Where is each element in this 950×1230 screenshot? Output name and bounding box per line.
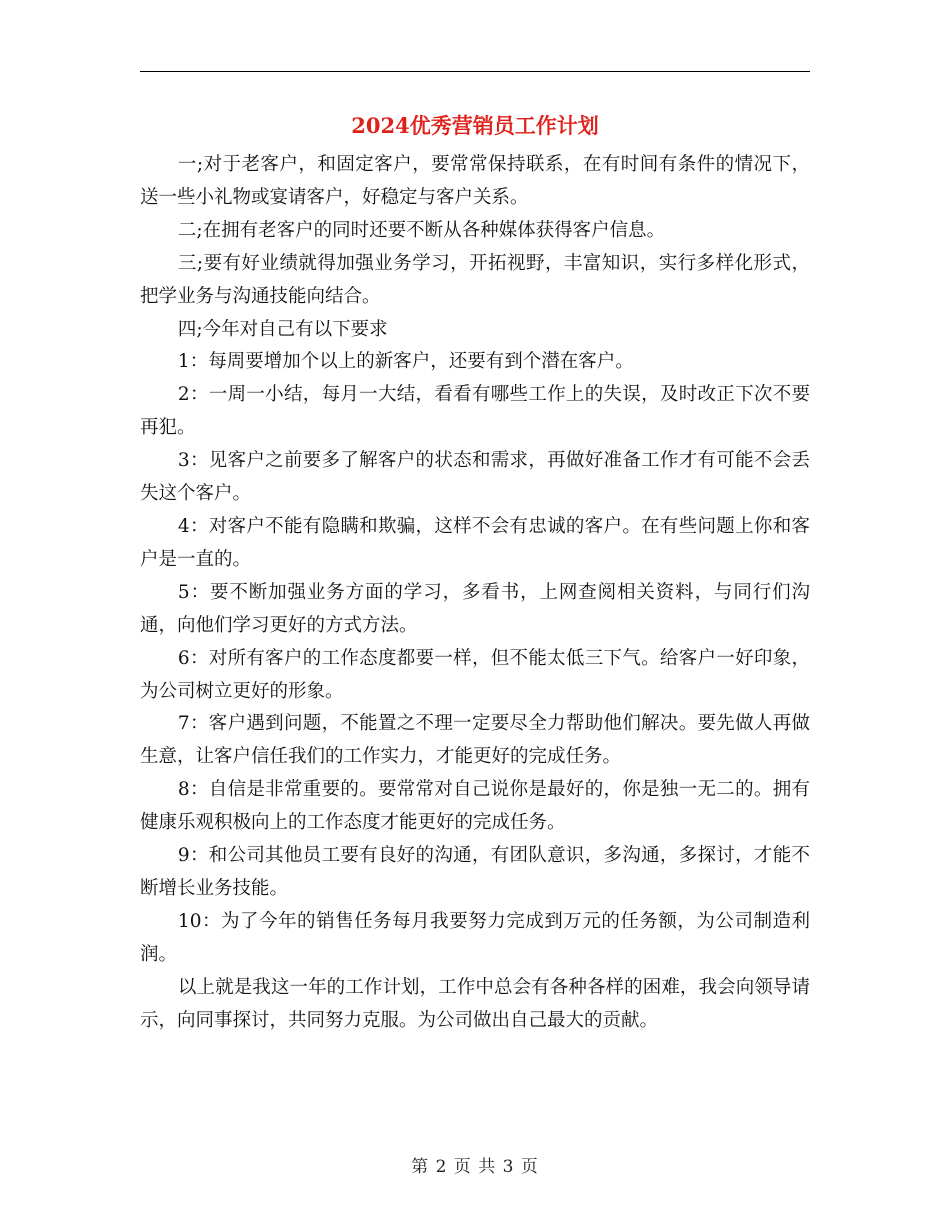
paragraph: 5：要不断加强业务方面的学习，多看书，上网查阅相关资料，与同行们沟通，向他们学习更好的方式方法。 xyxy=(140,581,810,636)
document-body xyxy=(140,149,810,1037)
paragraph: 以上就是我这一年的工作计划，工作中总会有各种各样的困难，我会向领导请示，向同事探讨，共同努力克服。为公司做出自己最大的贡献。 xyxy=(140,976,810,1031)
header-rule xyxy=(140,71,810,72)
paragraph: 4：对客户不能有隐瞒和欺骗，这样不会有忠诚的客户。在有些问题上你和客户是一直的。 xyxy=(140,515,810,570)
paragraph: 8：自信是非常重要的。要常常对自己说你是最好的，你是独一无二的。拥有健康乐观积极向上的工作态度才能更好的完成任务。 xyxy=(140,779,810,834)
paragraph: 四;今年对自己有以下要求 xyxy=(177,318,388,340)
paragraph: 10：为了今年的销售任务每月我要努力完成到万元的任务额，为公司制造利润。 xyxy=(140,910,810,965)
paragraph: 二;在拥有老客户的同时还要不断从各种媒体获得客户信息。 xyxy=(177,219,666,241)
document-title: 2024优秀营销员工作计划 xyxy=(351,113,599,138)
paragraph: 6：对所有客户的工作态度都要一样，但不能太低三下气。给客户一好印象，为公司树立更好的形象。 xyxy=(140,647,810,702)
paragraph: 2：一周一小结，每月一大结，看看有哪些工作上的失误，及时改正下次不要再犯。 xyxy=(140,384,810,439)
paragraph: 3：见客户之前要多了解客户的状态和需求，再做好准备工作才有可能不会丢失这个客户。 xyxy=(140,450,810,505)
paragraph: 1：每周要增加个以上的新客户，还要有到个潜在客户。 xyxy=(177,351,634,373)
paragraph: 三;要有好业绩就得加强业务学习，开拓视野，丰富知识，实行多样化形式，把学业务与沟通技能向结合。 xyxy=(140,252,810,307)
page-footer: 第 2 页 共 3 页 xyxy=(411,1157,539,1177)
paragraph: 7：客户遇到问题，不能置之不理一定要尽全力帮助他们解决。要先做人再做生意，让客户信任我们的工作实力，才能更好的完成任务。 xyxy=(140,713,810,768)
paragraph: 9：和公司其他员工要有良好的沟通，有团队意识，多沟通，多探讨，才能不断增长业务技能。 xyxy=(140,845,810,899)
paragraph: 一;对于老客户，和固定客户，要常常保持联系，在有时间有条件的情况下，送一些小礼物或宴请客户，好稳定与客户关系。 xyxy=(140,154,810,208)
